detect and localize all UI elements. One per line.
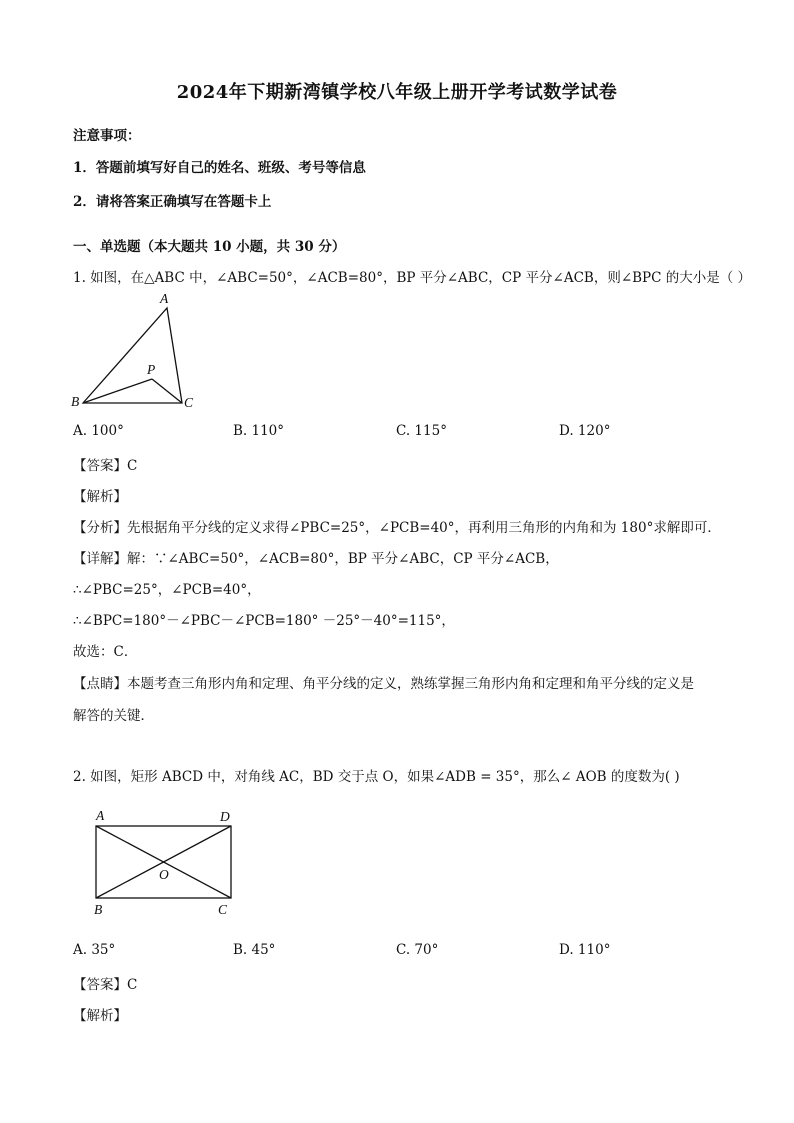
notice-item-2: 2．请将答案正确填写在答题卡上 [73,194,272,210]
segment-cp [152,379,182,403]
notice-heading: 注意事项： [73,128,141,144]
q1-choose: 故选：C． [73,644,138,660]
figure2-label-o: O [159,867,169,882]
q1-option-c: C. 115° [396,423,447,439]
question-2-stem: 2. 如图，矩形 ABCD 中，对角线 AC，BD 交于点 O，如果∠ADB = 35°，那么∠ AOB 的度数为( ) [73,769,680,785]
q2-option-b: B. 45° [233,942,276,958]
q2-option-c: C. 70° [396,942,439,958]
q1-answer: 【答案】C [73,458,138,474]
figure1-label-b: B [71,394,80,409]
q1-analysis-detail: 【详解】解：∵∠ABC=50°，∠ACB=80°，BP 平分∠ABC，CP 平分∠ACB， [73,551,559,567]
page-title: 2024年下期新湾镇学校八年级上册开学考试数学试卷 [176,82,618,103]
figure2-label-a: A [96,808,105,823]
triangle-abc [83,308,182,403]
q1-analysis-heading: 【解析】 [73,489,127,505]
figure2-label-d: D [220,809,230,824]
q1-step-1: ∴∠PBC=25°，∠PCB=40°， [73,582,261,598]
figure2-label-c: C [218,902,228,917]
q1-dianjing-line-2: 解答的关键． [73,708,154,724]
rectangle-figure [90,820,240,905]
notice-item-1: 1．答题前填写好自己的姓名、班级、考号等信息 [73,160,366,176]
q2-option-d: D. 110° [559,942,611,958]
q2-answer: 【答案】C [73,977,138,993]
figure2-label-b: B [94,902,103,917]
q1-option-b: B. 110° [233,423,285,439]
q1-option-d: D. 120° [559,423,611,439]
figure1-label-c: C [184,395,194,410]
q2-analysis-heading: 【解析】 [73,1008,127,1024]
figure1-label-p: P [147,362,156,377]
q1-analysis-fenxi: 【分析】先根据角平分线的定义求得∠PBC=25°，∠PCB=40°，再利用三角形的内角和为 180°求解即可． [73,520,721,536]
figure1-label-a: A [160,291,169,306]
q2-option-a: A. 35° [73,942,116,958]
q1-dianjing-line-1: 【点睛】本题考查三角形内角和定理、角平分线的定义，熟练掌握三角形内角和定理和角平分线的定义是 [73,676,694,692]
q1-step-2: ∴∠BPC=180°－∠PBC－∠PCB=180° －25°－40°=115°， [73,613,455,629]
section-heading: 一、单选题（本大题共 10 小题，共 30 分） [73,239,346,255]
question-1-stem: 1. 如图，在△ABC 中，∠ABC=50°，∠ACB=80°，BP 平分∠ABC，CP 平分∠ACB，则∠BPC 的大小是（ ） [73,270,752,286]
q1-option-a: A. 100° [73,423,124,439]
